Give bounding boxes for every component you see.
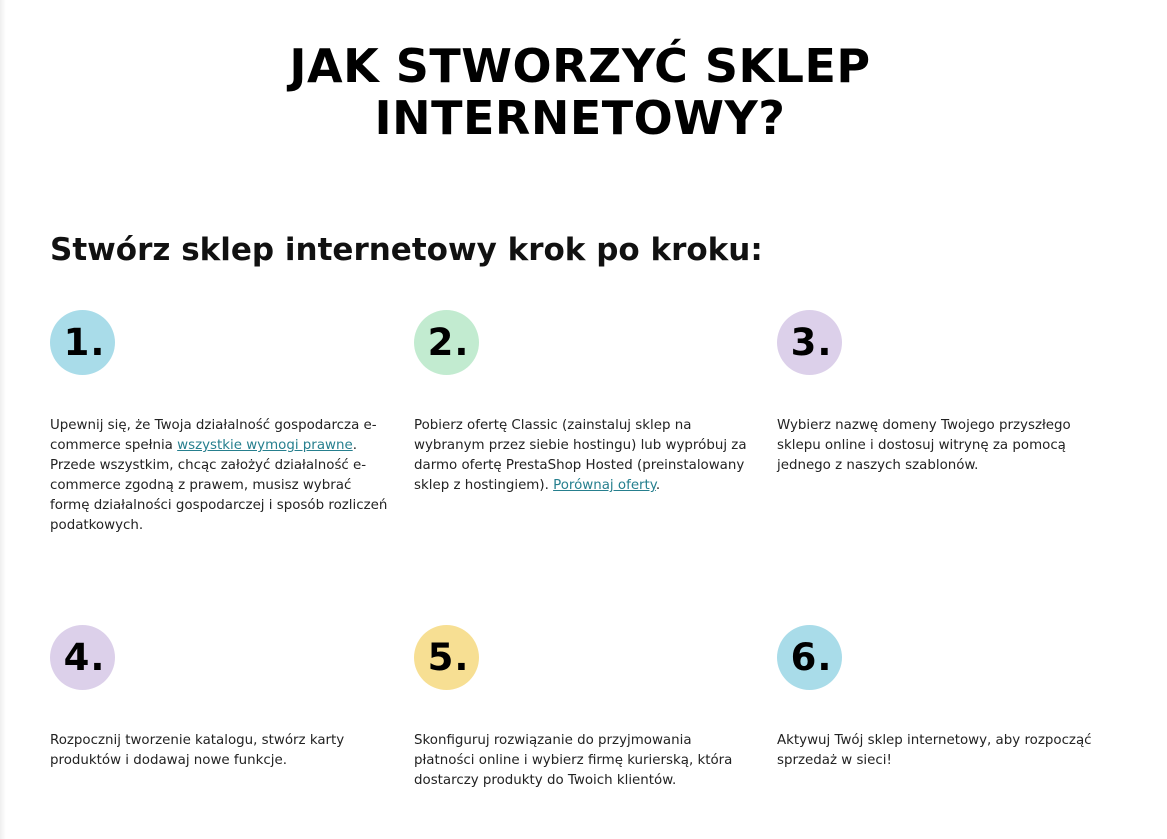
step-6-number: 6. <box>790 636 833 679</box>
step-3-number-badge <box>777 310 842 375</box>
step-5-number-badge <box>414 625 479 690</box>
step-2-text-after: . <box>655 478 661 493</box>
section-subtitle: Stwórz sklep internetowy krok po kroku: <box>50 232 763 268</box>
step-3 <box>777 310 1117 476</box>
step-6 <box>777 625 1117 771</box>
step-1-number: 1. <box>63 321 106 364</box>
step-4 <box>50 625 390 771</box>
step-1-text-after: . Przede wszystkim, chcąc założyć działalność e-commerce zgodną z prawem, musisz wybrać formę działalności gospodarczej i sposób rozliczeń podatkowych. <box>50 438 388 533</box>
step-4-number: 4. <box>63 636 106 679</box>
page-title-line-1: JAK STWORZYĆ SKLEP <box>289 39 871 93</box>
step-5-number: 5. <box>427 636 470 679</box>
step-1 <box>50 310 390 536</box>
step-3-description: Wybierz nazwę domeny Twojego przyszłego sklepu online i dostosuj witrynę za pomocą jednego z naszych szablonów. <box>777 418 1071 473</box>
step-5 <box>414 625 754 791</box>
compare-offers-link[interactable]: Porównaj oferty <box>553 478 656 493</box>
step-5-description: Skonfiguruj rozwiązanie do przyjmowania płatności online i wybierz firmę kurierską, która dostarczy produkty do Twoich klientów. <box>414 733 733 788</box>
step-2-number-badge <box>414 310 479 375</box>
step-2-text-before: Pobierz ofertę Classic (zainstaluj sklep na wybranym przez siebie hostingu) lub wypróbuj za darmo ofertę PrestaShop Hosted (preinstalowany sklep z hostingiem). <box>414 418 747 493</box>
step-1-description <box>50 416 390 536</box>
step-3-number: 3. <box>790 321 833 364</box>
step-1-text-before: Upewnij się, że Twoja działalność gospodarcza e-commerce spełnia <box>50 418 377 453</box>
step-6-description: Aktywuj Twój sklep internetowy, aby rozpocząć sprzedaż w sieci! <box>777 733 1092 768</box>
page-title-line-2: INTERNETOWY? <box>374 91 786 145</box>
step-6-number-badge <box>777 625 842 690</box>
page-title <box>0 40 1160 144</box>
step-2-description <box>414 416 754 496</box>
step-4-description: Rozpocznij tworzenie katalogu, stwórz karty produktów i dodawaj nowe funkcje. <box>50 733 345 768</box>
step-2 <box>414 310 754 496</box>
step-2-number: 2. <box>427 321 470 364</box>
step-1-number-badge <box>50 310 115 375</box>
legal-requirements-link[interactable]: wszystkie wymogi prawne <box>177 438 353 453</box>
step-4-number-badge <box>50 625 115 690</box>
